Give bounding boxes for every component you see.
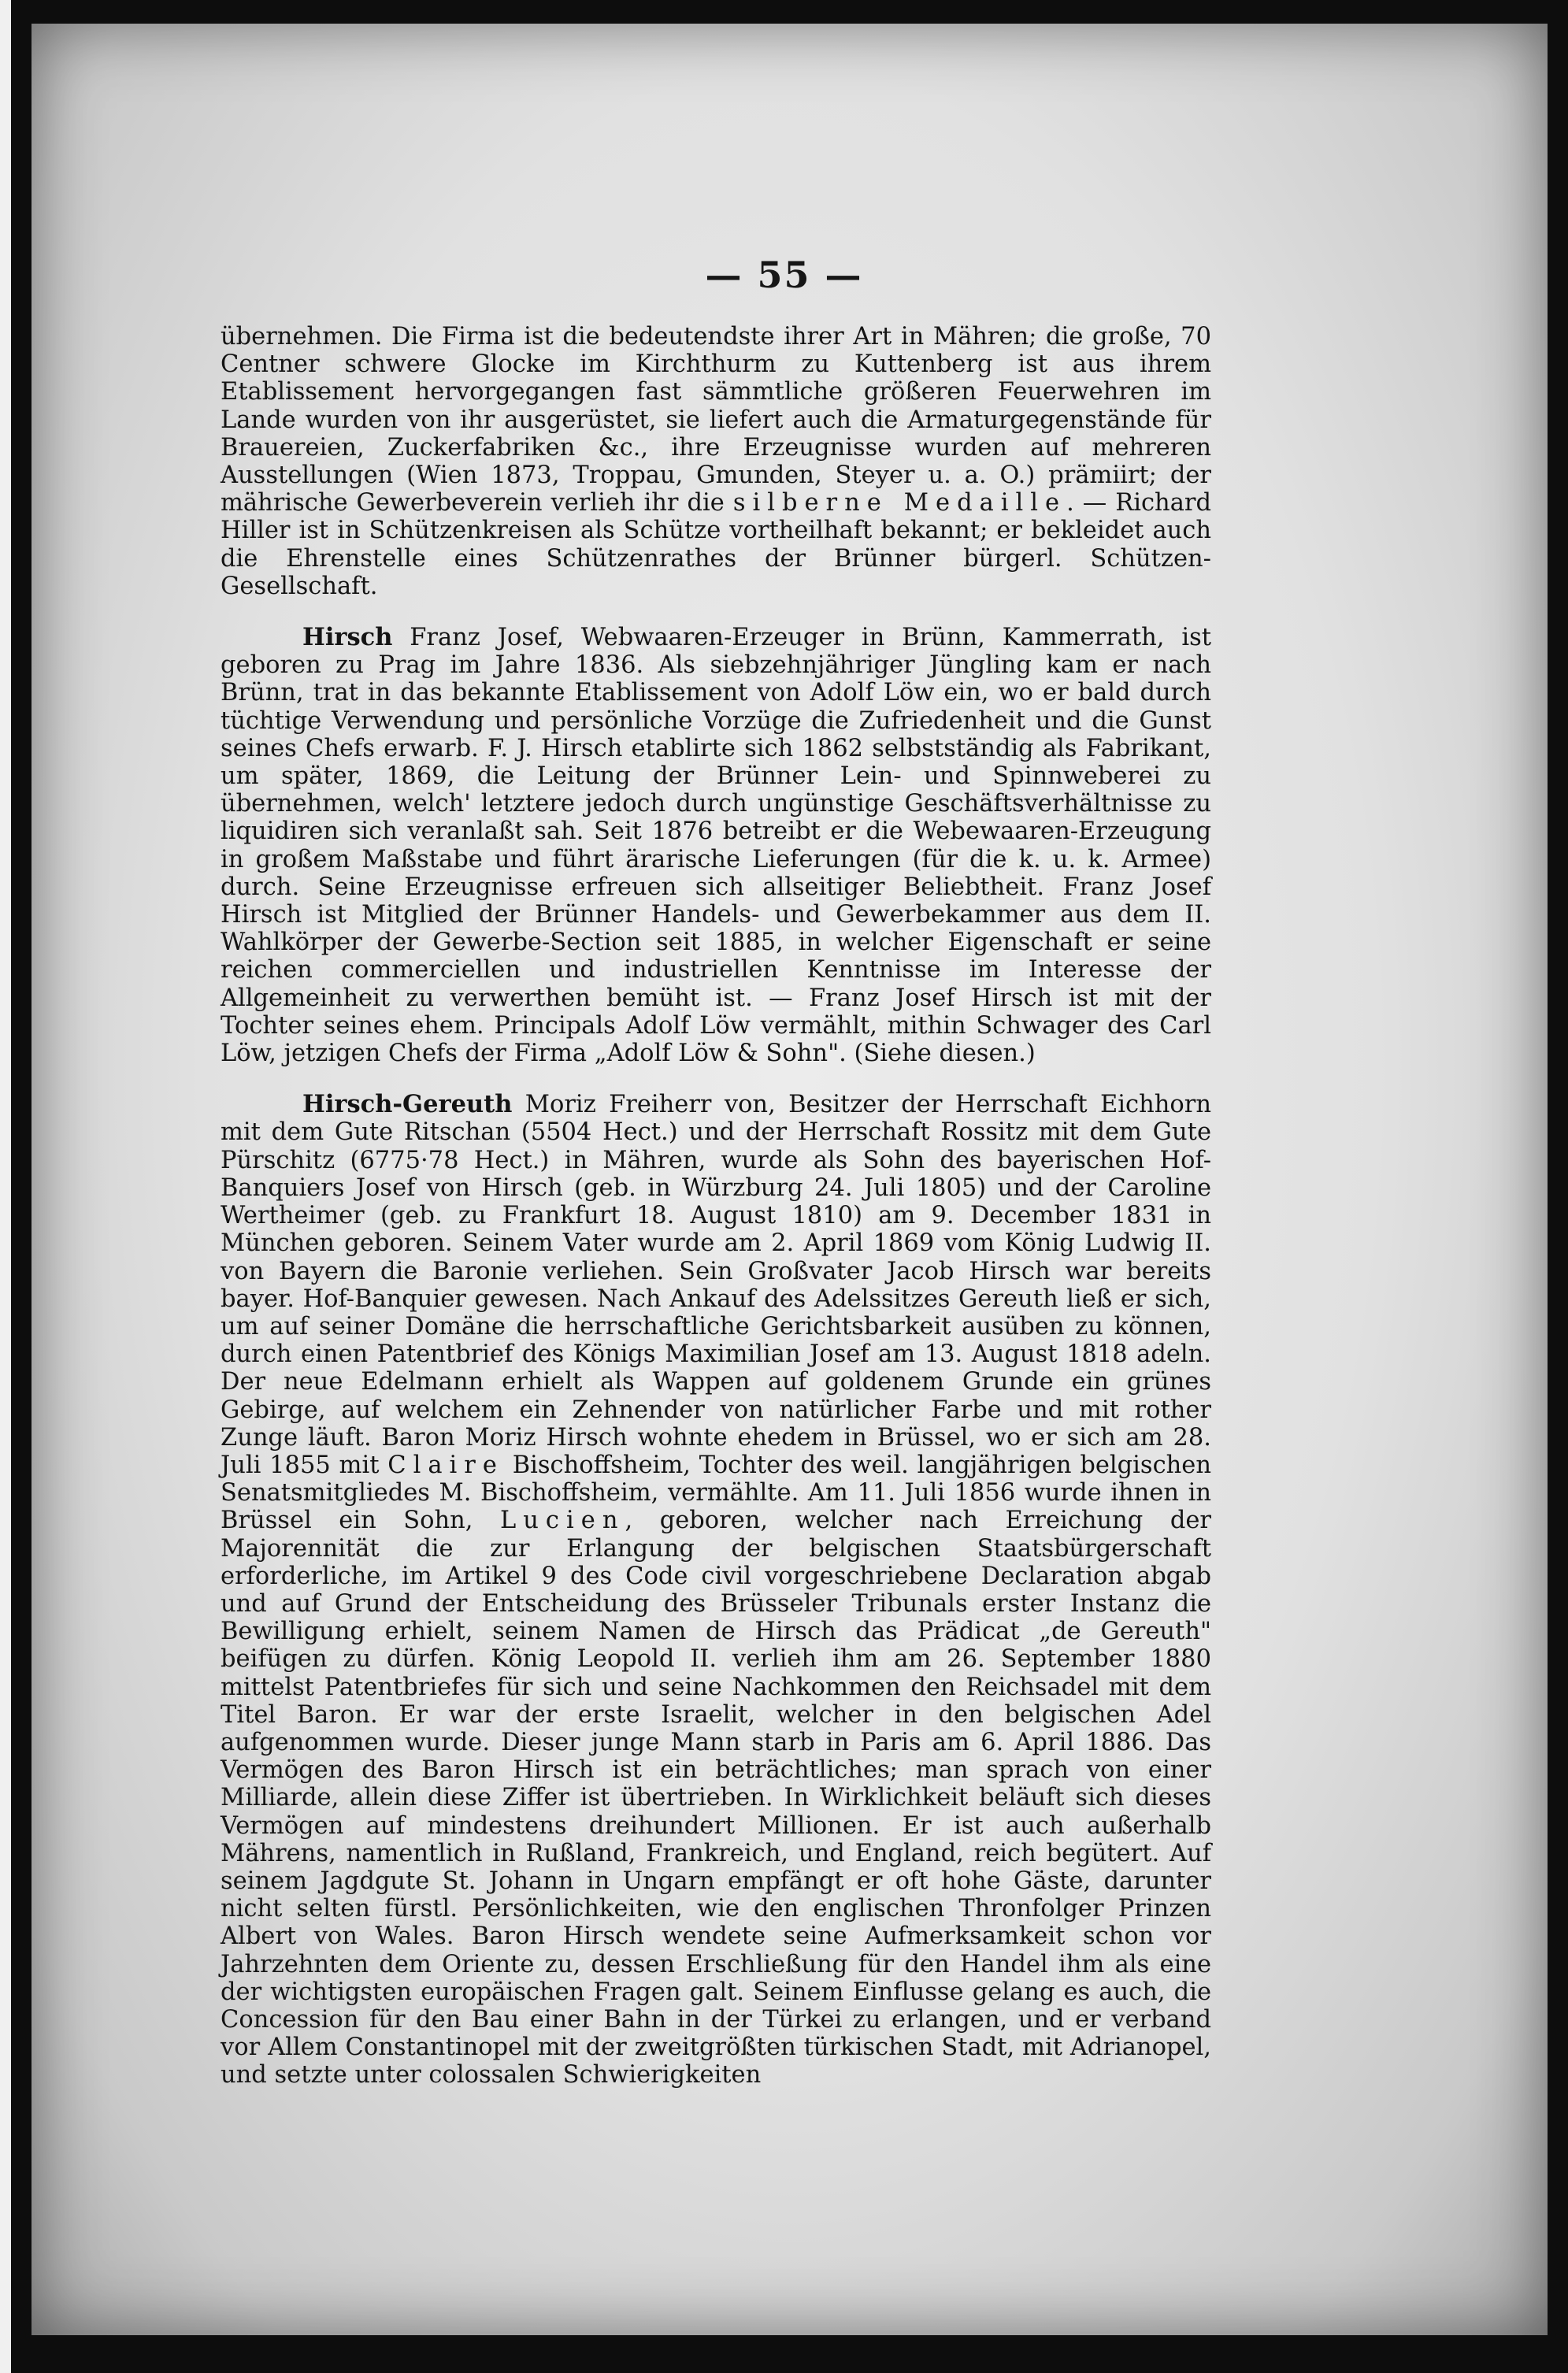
- page-number: — 55 —: [705, 254, 863, 296]
- spaced-name-lucien: Lucien: [500, 1507, 625, 1535]
- entry-hirsch-gereuth: [221, 1091, 1211, 2089]
- body-text: [221, 323, 1211, 2089]
- paragraph-text: übernehmen. Die Firma ist die bedeutendste ihrer Art in Mähren; die große, 70 Centner schwere Glocke im Kirchthurm zu Kuttenberg ist aus ihrem Etablissement hervorgegangen fast sämmtliche größeren Feuerwehren im Lande wurden von ihr ausgerüstet, sie liefert auch die Armaturgegenstände für Brauereien, Zuckerfabriken &c., ihre Erzeugnisse wurden auf mehreren Ausstellungen (Wien 1873, Troppau, Gmunden, Steyer u. a. O.) prämiirt; der mährische Gewerbeverein verlieh ihr die: [221, 323, 1211, 517]
- entry-lemma: Hirsch: [302, 623, 393, 652]
- paragraph-text-tail: . — Richard Hiller ist in Schützenkreisen als Schütze vortheilhaft bekannt; er bekleidet auch die Ehrenstelle eines Schützenrathes der Brünner bürgerl. Schützen-Gesellschaft.: [221, 489, 1211, 600]
- entry-text-tail: , geboren, welcher nach Erreichung der Majorennität die zur Erlangung der belgischen Staatsbürgerschaft erforderliche, im Artikel 9 des Code civil vorgeschriebene Declaration abgab und auf Grund der Entscheidung des Brüsseler Tribunals erster Instanz die Bewilligung erhielt, seinem Namen de Hirsch das Prädicat „de Gereuth" beifügen zu dürfen. König Leopold II. verlieh ihm am 26. September 1880 mittelst Patentbriefes für sich und seine Nachkommen den Reichsadel mit dem Titel Baron. Er war der erste Israelit, welcher in den belgischen Adel aufgenommen wurde. Dieser junge Mann starb in Paris am 6. April 1886. Das Vermögen des Baron Hirsch ist ein beträchtliches; man sprach von einer Milliarde, allein diese Ziffer ist übertrieben. In Wirklichkeit beläuft sich dieses Vermögen auf mindestens dreihundert Millionen. Er ist auch außerhalb Mährens, namentlich in Rußland, Frankreich, und England, reich begütert. Auf seinem Jagdgute St. Johann in Ungarn empfängt er oft hohe Gäste, darunter nicht selten fürstl. Persönlichkeiten, wie den englischen Thronfolger Prinzen Albert von Wales. Baron Hirsch wendete seine Aufmerksamkeit schon vor Jahrzehnten dem Oriente zu, dessen Erschließung für den Handel ihm als eine der wichtigsten europäischen Fragen galt. Seinem Einflusse gelang es auch, die Concession für den Bau einer Bahn in der Türkei zu erlangen, und er verband vor Allem Constantinopel mit der zweitgrößten türkischen Stadt, mit Adrianopel, und setzte unter colossalen Schwierigkeiten: [221, 1507, 1211, 2089]
- page-edge: [0, 0, 11, 2373]
- entry-text: Franz Josef, Webwaaren-Erzeuger in Brünn, Kammerrath, ist geboren zu Prag im Jahre 1836. Als siebzehnjähriger Jüngling kam er nach Brünn, trat in das bekannte Etablissement von Adolf Löw ein, wo er bald durch tüchtige Verwendung und persönliche Vorzüge die Zufriedenheit und die Gunst seines Chefs erwarb. F. J. Hirsch etablirte sich 1862 selbstständig als Fabrikant, um später, 1869, die Leitung der Brünner Lein- und Spinnweberei zu übernehmen, welch' letztere jedoch durch ungünstige Geschäftsverhältnisse zu liquidiren sich veranlaßt sah. Seit 1876 betreibt er die Webewaaren-Erzeugung in großem Maßstabe und führt ärarische Lieferungen (für die k. u. k. Armee) durch. Seine Erzeugnisse erfreuen sich allseitiger Beliebtheit. Franz Josef Hirsch ist Mitglied der Brünner Handels- und Gewerbekammer aus dem II. Wahlkörper der Gewerbe-Section seit 1885, in welcher Eigenschaft er seine reichen commerciellen und industriellen Kenntnisse im Interesse der Allgemeinheit zu verwerthen bemüht ist. — Franz Josef Hirsch ist mit der Tochter seines ehem. Principals Adolf Löw vermählt, mithin Schwager des Carl Löw, jetzigen Chefs der Firma „Adolf Löw & Sohn". (Siehe diesen.): [221, 624, 1211, 1068]
- spaced-name-claire: Claire: [387, 1451, 504, 1479]
- entry-text: Moriz Freiherr von, Besitzer der Herrschaft Eichhorn mit dem Gute Ritschan (5504 Hect.) und der Herrschaft Rossitz mit dem Gute Pürschitz (6775·78 Hect.) in Mähren, wurde als Sohn des bayerischen Hof-Banquiers Josef von Hirsch (geb. in Würzburg 24. Juli 1805) und der Caroline Wertheimer (geb. zu Frankfurt 18. August 1810) am 9. December 1831 in München geboren. Seinem Vater wurde am 2. April 1869 vom König Ludwig II. von Bayern die Baronie verliehen. Sein Großvater Jacob Hirsch war bereits bayer. Hof-Banquier gewesen. Nach Ankauf des Adelssitzes Gereuth ließ er sich, um auf seiner Domäne die herrschaftliche Gerichtsbarkeit ausüben zu können, durch einen Patentbrief des Königs Maximilian Josef am 13. August 1818 adeln. Der neue Edelmann erhielt als Wappen auf goldenem Grunde ein grünes Gebirge, auf welchem ein Zehnender von natürlicher Farbe und mit rother Zunge läuft. Baron Moriz Hirsch wohnte ehedem in Brüssel, wo er sich am 28. Juli 1855 mit: [221, 1091, 1211, 1479]
- spaced-emphasis: silberne Medaille: [732, 489, 1067, 517]
- entry-text-mid: Bischoffsheim, Tochter des weil. langjährigen belgischen Senatsmitgliedes M. Bischoffsheim, vermählte. Am 11. Juli 1856 wurde ihnen in Brüssel ein Sohn,: [221, 1451, 1212, 1535]
- paragraph-continuation: [221, 323, 1211, 600]
- entry-hirsch: [221, 624, 1211, 1067]
- entry-lemma: Hirsch-Gereuth: [302, 1090, 513, 1119]
